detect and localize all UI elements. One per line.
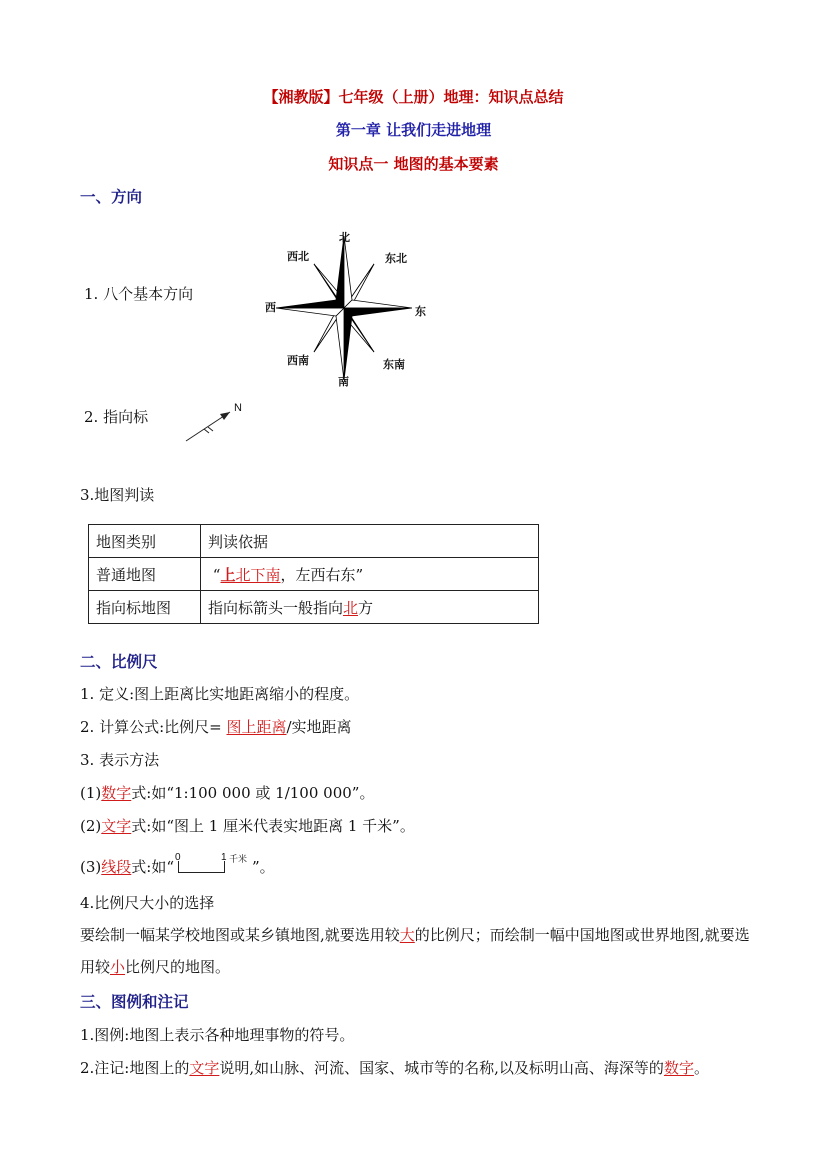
section-heading-direction: 一、方向 — [80, 187, 143, 206]
keyword: 北 — [235, 565, 251, 584]
text: 的比例尺；而绘制一幅中国地图或世界地图,就要选用较 — [80, 926, 750, 976]
compass-point-east — [344, 300, 412, 308]
text: 2.注记:地图上的 — [80, 1059, 190, 1077]
table-row — [89, 591, 539, 624]
notes-definition — [80, 1057, 709, 1078]
compass-label-southeast: 东南 — [383, 358, 405, 371]
keyword: 数字 — [663, 1059, 694, 1077]
scale-method-numeric — [80, 782, 374, 803]
section-heading-scale: 二、比例尺 — [80, 652, 158, 671]
keyword: 上 — [220, 565, 236, 584]
text: (2) — [80, 817, 102, 835]
keyword: 文字 — [101, 817, 132, 835]
keyword: 小 — [110, 958, 126, 976]
keyword: 北 — [343, 598, 359, 617]
text: 2. 计算公式:比例尺= — [80, 718, 227, 736]
item-north-arrow: 2. 指向标 — [84, 408, 149, 426]
scale-bar-one: 1 — [221, 852, 227, 863]
item-map-reading: 3.地图判读 — [80, 486, 155, 504]
map-reading-table — [88, 524, 539, 624]
line-scale-bar — [174, 852, 252, 876]
text: 式:如“ — [131, 858, 174, 876]
scale-methods: 3. 表示方法 — [80, 751, 160, 769]
text: 要绘制一幅某学校地图或某乡镇地图,就要选用较 — [80, 926, 400, 944]
table-cell — [201, 558, 539, 591]
text: (1) — [80, 784, 102, 802]
text: ”。 — [252, 858, 275, 876]
section-heading-legend: 三、图例和注记 — [80, 992, 189, 1011]
text: /实地距离 — [286, 718, 352, 736]
scale-choice-text — [80, 919, 752, 983]
keyword: 文字 — [189, 1059, 220, 1077]
compass-label-northeast: 东北 — [385, 252, 407, 265]
compass-point-west — [276, 308, 344, 316]
compass-label-southwest: 西南 — [287, 354, 309, 367]
compass-rose — [258, 222, 438, 392]
compass-point-north — [336, 236, 344, 308]
legend-definition: 1.图例:地图上表示各种地理事物的符号。 — [80, 1026, 355, 1044]
table-header-cell: 地图类别 — [89, 525, 201, 558]
table-cell — [201, 591, 539, 624]
north-arrow-label: N — [234, 402, 242, 414]
text: (3) — [80, 858, 102, 876]
scale-bar-unit: 千米 — [229, 855, 248, 865]
north-arrow-icon — [180, 400, 240, 446]
scale-bar-zero: 0 — [175, 852, 181, 863]
compass-label-south: 南 — [338, 375, 349, 388]
scale-formula — [80, 716, 352, 737]
table-header-cell: 判读依据 — [201, 525, 539, 558]
scale-method-line — [80, 852, 275, 877]
table-row — [89, 558, 539, 591]
keyword: 下 — [250, 565, 266, 584]
scale-choice-heading: 4.比例尺大小的选择 — [80, 894, 215, 912]
text: 说明,如山脉、河流、国家、城市等的名称,以及标明山高、海深等的 — [219, 1059, 664, 1077]
keyword: 大 — [399, 926, 415, 944]
topic-title: 知识点一 地图的基本要素 — [328, 155, 499, 173]
text: 比例尺的地图。 — [125, 958, 231, 976]
scale-definition: 1. 定义:图上距离比实地距离缩小的程度。 — [80, 685, 360, 703]
text: 式:如“1:100 000 或 1/100 000”。 — [131, 784, 375, 802]
text: ，左西右东” — [280, 565, 364, 584]
item-eight-directions: 1. 八个基本方向 — [84, 285, 194, 303]
table-cell: 普通地图 — [89, 558, 201, 591]
keyword: 南 — [265, 565, 281, 584]
text: 指向标箭头一般指向 — [208, 598, 344, 617]
keyword: 线段 — [101, 858, 132, 876]
compass-label-east: 东 — [415, 305, 426, 318]
text: 式:如“图上 1 厘米代表实地距离 1 千米”。 — [131, 817, 415, 835]
keyword: 数字 — [101, 784, 132, 802]
compass-label-northwest: 西北 — [287, 250, 309, 263]
text: 。 — [693, 1059, 709, 1077]
compass-label-north: 北 — [339, 231, 350, 244]
chapter-title: 第一章 让我们走进地理 — [335, 121, 492, 139]
quote: “ — [212, 565, 221, 584]
table-row — [89, 525, 539, 558]
text: 方 — [358, 598, 374, 617]
scale-bar-line — [178, 861, 225, 873]
compass-label-west: 西 — [265, 301, 276, 314]
scale-method-text — [80, 815, 415, 836]
keyword: 图上距离 — [226, 718, 287, 736]
document-title: 【湘教版】七年级（上册）地理：知识点总结 — [263, 88, 564, 106]
table-cell: 指向标地图 — [89, 591, 201, 624]
compass-point-south — [344, 308, 352, 380]
